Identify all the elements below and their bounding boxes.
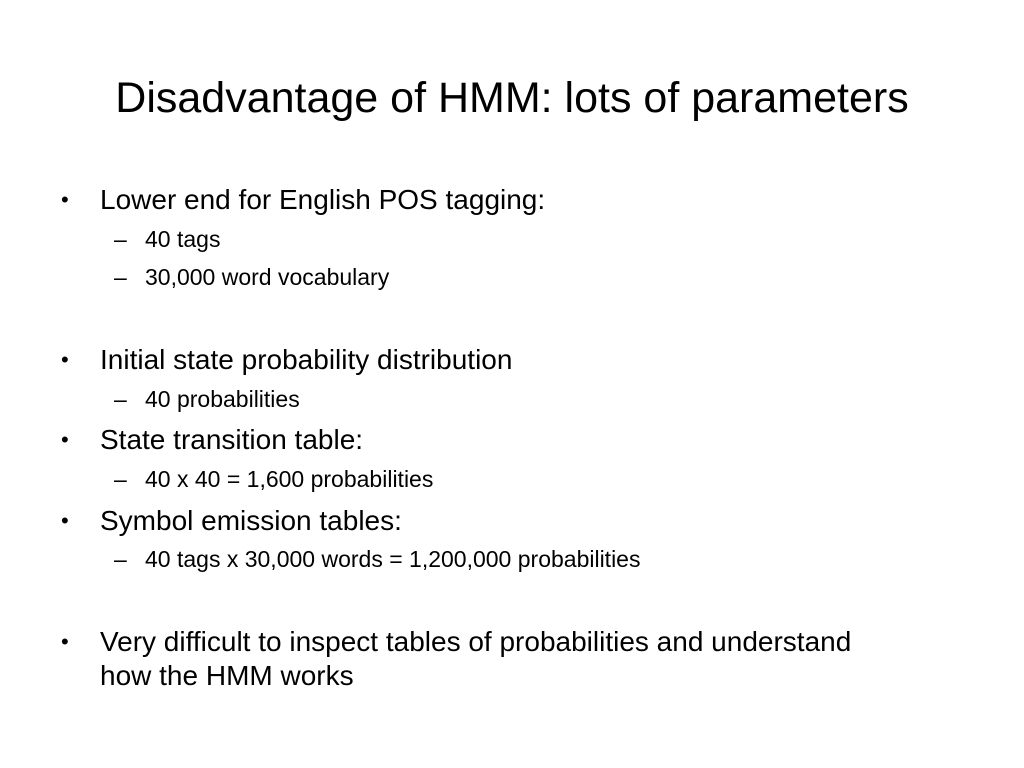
dash-icon: – <box>114 226 127 252</box>
sub-bullet-item <box>114 464 965 494</box>
bullet-dot-icon: • <box>61 629 69 654</box>
bullet-text: Initial state probability distribution <box>100 344 513 375</box>
bullet-item <box>61 504 960 538</box>
bullet-text: State transition table: <box>100 424 364 455</box>
sub-bullet-item <box>114 544 965 574</box>
bullet-item <box>61 343 960 377</box>
sub-bullet-text: 30,000 word vocabulary <box>145 264 390 290</box>
sub-bullet-item <box>114 262 965 292</box>
bullet-dot-icon: • <box>61 347 69 372</box>
bullet-text: Lower end for English POS tagging: <box>100 184 546 215</box>
sub-bullet-item <box>114 384 965 414</box>
dash-icon: – <box>114 386 127 412</box>
dash-icon: – <box>114 466 127 492</box>
bullet-item <box>61 183 960 217</box>
sub-bullet-item <box>114 224 965 254</box>
bullet-item <box>61 423 960 457</box>
sub-bullet-text: 40 probabilities <box>145 386 300 412</box>
bullet-item <box>61 625 860 693</box>
bullet-text: Symbol emission tables: <box>100 505 402 536</box>
dash-icon: – <box>114 264 127 290</box>
bullet-text: Very difficult to inspect tables of probabilities and understand how the HMM works <box>100 626 852 691</box>
bullet-dot-icon: • <box>61 427 69 452</box>
sub-bullet-text: 40 x 40 = 1,600 probabilities <box>145 466 434 492</box>
sub-bullet-text: 40 tags <box>145 226 221 252</box>
slide-title: Disadvantage of HMM: lots of parameters <box>115 74 909 122</box>
bullet-dot-icon: • <box>61 187 69 212</box>
dash-icon: – <box>114 546 127 572</box>
bullet-dot-icon: • <box>61 508 69 533</box>
sub-bullet-text: 40 tags x 30,000 words = 1,200,000 probabilities <box>145 546 641 572</box>
